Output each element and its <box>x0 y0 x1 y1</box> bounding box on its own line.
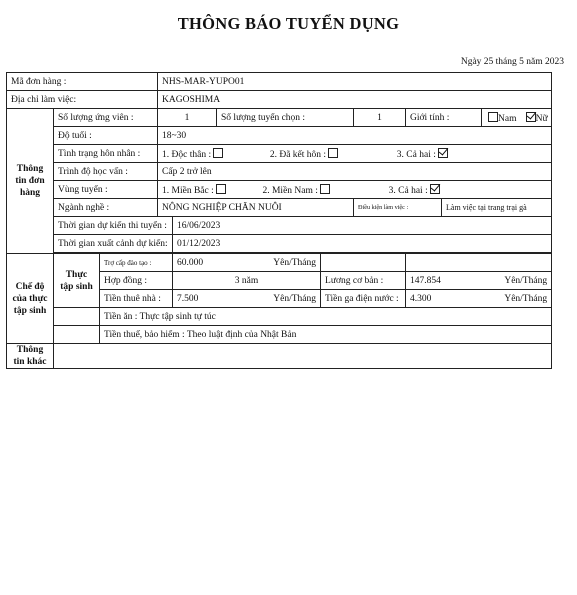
order-label: Mã đơn hàng : <box>7 73 158 91</box>
rent-value: 7.500 <box>177 293 199 304</box>
food-row <box>7 308 552 326</box>
marital-row <box>7 145 552 163</box>
gender-female: Nữ <box>535 113 548 124</box>
checkbox-north-icon[interactable] <box>216 184 226 194</box>
region-options <box>158 181 552 199</box>
checkbox-both-checked-icon[interactable] <box>438 148 448 158</box>
region-both: 3. Cả hai : <box>388 185 428 196</box>
other-row <box>7 344 552 369</box>
exam-value: 16/06/2023 <box>173 217 552 235</box>
issue-date: Ngày 25 tháng 5 năm 2023 <box>460 57 564 67</box>
rent-cell <box>173 290 321 308</box>
applicants-label: Số lượng ứng viên : <box>54 109 158 127</box>
exam-label: Thời gian dự kiến thi tuyển : <box>54 217 173 235</box>
checkbox-region-both-checked-icon[interactable] <box>430 184 440 194</box>
gender-label: Giới tính : <box>406 109 482 127</box>
page-title: THÔNG BÁO TUYỂN DỤNG <box>177 14 400 33</box>
marital-options <box>158 145 552 163</box>
selected-label: Số lượng tuyển chọn : <box>217 109 354 127</box>
industry-value: NÔNG NGHIỆP CHĂN NUÔI <box>158 199 354 217</box>
age-label: Độ tuổi : <box>54 127 158 145</box>
region-north: 1. Miền Bắc : <box>162 185 214 196</box>
checkbox-married-icon[interactable] <box>328 148 338 158</box>
departure-row <box>7 235 552 253</box>
training-value: 60.000 <box>177 257 204 268</box>
other-content <box>54 344 552 369</box>
workplace-label: Địa chỉ làm việc: <box>7 91 158 109</box>
training-unit: Yên/Tháng <box>273 257 317 268</box>
tax-row <box>7 326 552 344</box>
region-south: 2. Miền Nam : <box>262 185 318 196</box>
salary-value: 147.854 <box>410 275 441 286</box>
checkbox-female-checked-icon[interactable] <box>526 112 536 122</box>
industry-row <box>7 199 552 217</box>
education-row <box>7 163 552 181</box>
marital-married: 2. Đã kết hôn : <box>269 149 327 160</box>
industry-label: Ngành nghề : <box>54 199 158 217</box>
education-value: Cấp 2 trở lên <box>158 163 552 181</box>
contract-label: Hợp đồng : <box>100 272 173 290</box>
applicants-value: 1 <box>158 109 217 127</box>
condition-value: Làm việc tại trang trại gà <box>442 199 552 217</box>
marital-label: Tình trạng hôn nhân : <box>54 145 158 163</box>
checkbox-male-icon[interactable] <box>488 112 498 122</box>
marital-both: 3. Cả hai : <box>396 149 436 160</box>
training-label: Trợ cấp đào tạo : <box>100 254 173 272</box>
recruitment-table <box>6 72 552 369</box>
salary-cell <box>406 272 552 290</box>
order-info-section: Thông tin đơn hàng <box>7 109 54 254</box>
workplace-row <box>7 91 552 109</box>
utility-label: Tiền ga điện nước : <box>321 290 406 308</box>
region-label: Vùng tuyển : <box>54 181 158 199</box>
age-value: 18~30 <box>158 127 552 145</box>
salary-unit: Yên/Tháng <box>504 275 548 286</box>
training-row <box>7 254 552 272</box>
workplace-value: KAGOSHIMA <box>158 91 552 109</box>
benefits-section: Chế độ của thực tập sinh <box>7 254 54 344</box>
region-row <box>7 181 552 199</box>
tax-text: Tiền thuế, bảo hiểm : Theo luật định của Nhật Bản <box>100 326 552 344</box>
education-label: Trình độ học vấn : <box>54 163 158 181</box>
departure-value: 01/12/2023 <box>173 235 552 253</box>
food-text: Tiền ăn : Thực tập sinh tự túc <box>100 308 552 326</box>
contract-value: 3 năm <box>173 272 321 290</box>
rent-label: Tiền thuê nhà : <box>100 290 173 308</box>
condition-label: Điều kiện làm việc : <box>354 199 442 217</box>
utility-unit: Yên/Tháng <box>504 293 548 304</box>
checkbox-south-icon[interactable] <box>320 184 330 194</box>
selected-value: 1 <box>354 109 406 127</box>
utility-cell <box>406 290 552 308</box>
training-cell <box>173 254 321 272</box>
order-row <box>7 73 552 91</box>
departure-label: Thời gian xuất cảnh dự kiến: <box>54 235 173 253</box>
rent-unit: Yên/Tháng <box>273 293 317 304</box>
applicants-row <box>7 109 552 127</box>
gender-male: Nam <box>498 113 517 124</box>
age-row <box>7 127 552 145</box>
salary-label: Lương cơ bản : <box>321 272 406 290</box>
gender-options <box>482 109 552 127</box>
order-value: NHS-MAR-YUPO01 <box>158 73 552 91</box>
trainee-subsection: Thực tập sinh <box>54 254 100 308</box>
marital-single: 1. Độc thân : <box>162 149 212 160</box>
checkbox-single-icon[interactable] <box>213 148 223 158</box>
exam-row <box>7 217 552 235</box>
other-section: Thông tin khác <box>7 344 54 369</box>
utility-value: 4.300 <box>410 293 432 304</box>
